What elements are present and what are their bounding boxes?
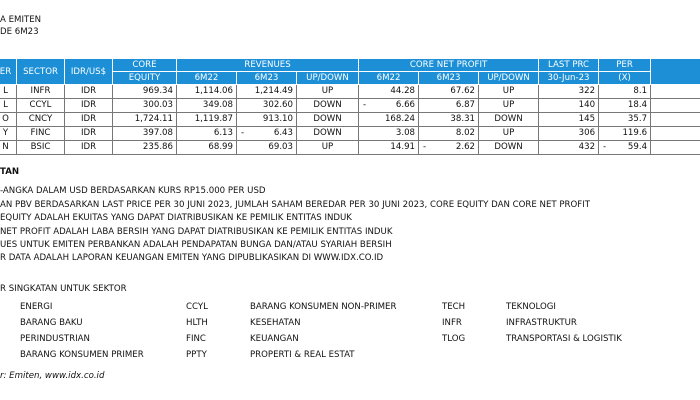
cell-code: N [0,141,17,155]
note-line: NET PROFIT ADALAH LABA BERSIH YANG DAPAT DIATRIBUSIKAN KE PEMILIK ENTITAS INDUK [0,226,393,237]
cell-cnp-6m22: 168.24 [359,113,419,127]
report-title-block [0,14,41,38]
cell-sector: CNCY [17,113,65,127]
note-line: UES UNTUK EMITEN PERBANKAN ADALAH PENDAPATAN BUNGA DAN/ATAU SYARIAH BERSIH [0,240,392,251]
cell-cnp-6m22: 44.28 [359,85,419,99]
sector-name: TRANSPORTASI & LOGISTIK [506,334,622,344]
table-header-row-1 [0,59,700,72]
col-header-emiten: ER [0,59,17,85]
cell-currency: IDR [65,141,113,155]
cell-cnp-6m23: - 2.62 [419,141,479,155]
sector-name: BARANG KONSUMEN PRIMER [20,350,144,360]
sector-names-col-1 [20,299,144,363]
cell-cnp-updown: UP [479,85,539,99]
sector-name: PERINDUSTRIAN [20,334,90,344]
table-row [0,127,700,141]
cell-rev-6m23: 302.60 [237,99,297,113]
cell-extra [651,99,700,113]
cell-per: 18.4 [599,99,651,113]
table-row [0,141,700,155]
cell-code: L [0,99,17,113]
sector-name: INFRASTRUKTUR [506,318,577,328]
cell-rev-6m22: 6.13 [177,127,237,141]
sector-code: PPTY [186,350,207,360]
sector-codes-col-2 [186,299,208,363]
cell-sector: FINC [17,127,65,141]
note-line: AN PBV BERDASARKAN LAST PRICE PER 30 JUNI 2023, JUMLAH SAHAM BEREDAR PER 30 JUNI 2023, CORE EQUITY DAN CORE NET PROFIT [0,199,590,210]
sector-name: ENERGI [20,302,53,312]
cell-cnp-6m23: 8.02 [419,127,479,141]
col-header-equity: EQUITY [113,72,177,85]
col-header-cnp-6m23: 6M23 [419,72,479,85]
cell-rev-updown: UP [297,141,359,155]
cell-rev-updown: DOWN [297,99,359,113]
cell-last-price: 140 [539,99,599,113]
cell-sector: BSIC [17,141,65,155]
sector-code: TECH [442,302,466,312]
sector-code: CCYL [186,302,208,312]
cell-cnp-6m22: 3.08 [359,127,419,141]
cell-per: 8.1 [599,85,651,99]
cell-last-price: 432 [539,141,599,155]
cell-cnp-6m22: - 6.66 [359,99,419,113]
sector-names-col-3 [250,299,396,363]
cell-extra [651,113,700,127]
cell-extra [651,85,700,99]
sector-name: KESEHATAN [250,318,301,328]
cell-currency: IDR [65,127,113,141]
col-header-revenues: REVENUES [177,59,359,72]
notes-heading: TAN [0,167,20,177]
table-row [0,113,700,127]
cell-rev-6m23: 913.10 [237,113,297,127]
cell-last-price: 306 [539,127,599,141]
cell-last-price: 145 [539,113,599,127]
cell-rev-6m22: 1,114.06 [177,85,237,99]
cell-per: 35.7 [599,113,651,127]
sector-codes-col-4 [442,299,465,347]
col-header-sector: SECTOR [17,59,65,85]
cell-cnp-6m23: 67.62 [419,85,479,99]
col-header-last-prc: LAST PRC [539,59,599,72]
col-header-rev-6m23: 6M23 [237,72,297,85]
cell-cnp-updown: DOWN [479,113,539,127]
cell-currency: IDR [65,99,113,113]
cell-code: L [0,85,17,99]
table-row [0,99,700,113]
cell-code: Y [0,127,17,141]
cell-rev-updown: DOWN [297,113,359,127]
col-header-per-x: (X) [599,72,651,85]
cell-per: - 59.4 [599,141,651,155]
sector-name: BARANG KONSUMEN NON-PRIMER [250,302,397,312]
cell-equity: 969.34 [113,85,177,99]
report-title: A EMITEN [0,15,42,25]
cell-last-price: 322 [539,85,599,99]
cell-equity: 235.86 [113,141,177,155]
cell-cnp-6m23: 38.31 [419,113,479,127]
sector-code: TLOG [442,334,466,344]
sector-name: PROPERTI & REAL ESTAT [250,350,355,360]
note-line: EQUITY ADALAH EKUITAS YANG DAPAT DIATRIBUSIKAN KE PEMILIK ENTITAS INDUK [0,213,352,224]
notes-section [0,166,590,266]
cell-equity: 397.08 [113,127,177,141]
cell-cnp-updown: DOWN [479,141,539,155]
financial-table [0,58,700,155]
col-header-cnp-updown: UP/DOWN [479,72,539,85]
source-line: r: Emiten, www.idx.co.id [0,371,105,381]
cell-code: O [0,113,17,127]
col-header-rev-6m22: 6M22 [177,72,237,85]
cell-sector: CCYL [17,99,65,113]
col-header-cnp-6m22: 6M22 [359,72,419,85]
cell-rev-6m22: 68.99 [177,141,237,155]
cell-currency: IDR [65,113,113,127]
sector-abbrev-title: R SINGKATAN UNTUK SEKTOR [0,284,127,294]
sector-names-col-5 [506,299,622,347]
cell-cnp-updown: UP [479,99,539,113]
cell-equity: 1,724.11 [113,113,177,127]
cell-rev-6m23: 1,214.49 [237,85,297,99]
col-header-core: CORE [113,59,177,72]
sector-code: FINC [186,334,206,344]
sector-code: INFR [442,318,462,328]
note-line: -ANGKA DALAM USD BERDASARKAN KURS RP15.000 PER USD [0,186,266,197]
cell-extra [651,141,700,155]
sector-code: HLTH [186,318,208,328]
report-subtitle: DE 6M23 [0,27,39,37]
col-header-core-net-profit: CORE NET PROFIT [359,59,539,72]
col-header-currency: IDR/US$ [65,59,113,85]
cell-equity: 300.03 [113,99,177,113]
cell-extra [651,127,700,141]
table-row [0,85,700,99]
cell-rev-6m22: 1,119.87 [177,113,237,127]
cell-cnp-6m22: 14.91 [359,141,419,155]
cell-per: 119.6 [599,127,651,141]
sector-name: BARANG BAKU [20,318,83,328]
sector-name: KEUANGAN [250,334,299,344]
cell-rev-6m22: 349.08 [177,99,237,113]
cell-rev-6m23: 69.03 [237,141,297,155]
cell-currency: IDR [65,85,113,99]
sector-name: TEKNOLOGI [506,302,556,312]
col-header-extra [651,59,700,85]
cell-cnp-updown: UP [479,127,539,141]
cell-rev-updown: DOWN [297,127,359,141]
col-header-rev-updown: UP/DOWN [297,72,359,85]
col-header-per: PER [599,59,651,72]
cell-rev-updown: UP [297,85,359,99]
cell-sector: INFR [17,85,65,99]
col-header-date: 30-Jun-23 [539,72,599,85]
cell-rev-6m23: - 6.43 [237,127,297,141]
cell-cnp-6m23: 6.87 [419,99,479,113]
note-line: R DATA ADALAH LAPORAN KEUANGAN EMITEN YANG DIPUBLIKASIKAN DI WWW.IDX.CO.ID [0,253,384,264]
